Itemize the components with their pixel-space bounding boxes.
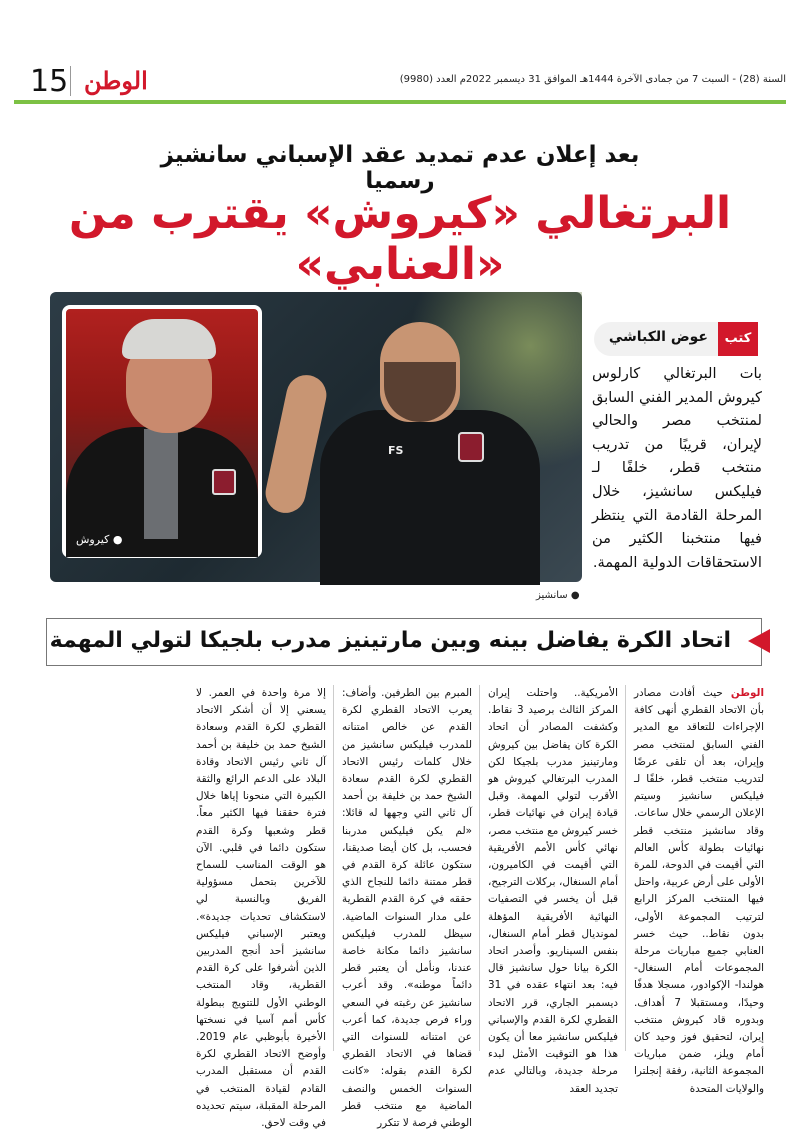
lead-paragraph: بات البرتغالي كارلوس كيروش المدير الفني السابق لمنتخب مصر والحالي لإيران، قريبًا من تدريب منتخب قطر، خلفًا لـ فيليكس سانشيز، خلال المرحلة القادمة التي ينتظر فيها منتخبنا الكثير من الاستحقاقات الدولية المهمة. [592,365,762,571]
body-column-1: الوطن حيث أفادت مصادر بأن الاتحاد القطري أنهى كافة الإجراءات للتعاقد مع المدير الفني السابق لمنتخب مصر وإيران، بعد أن تلقى عرضًا لتدريب منتخب قطر، خلفًا لـ فيليكس سانشيز وسيتم الإعلان الرسمي خلال ساعات. وقاد سانشيز منتخب قطر نهائيات بطولة كأس العالم التي أقيمت في الدوحة، للمرة الأولى على أرض عربية، واحتل فيها المنتخب المركز الرابع لترتيب المجموعة الأولى، بدون نقاط.. حيث خسر العنابي جميع مباريات مرحلة المجموعات أمام السنغال- هولندا- الإكوادور، مسجلا هدفًا وحيدًا، ومستقبلا 7 أهداف. وبدوره قاد كيروش منتخب إيران، لتحقيق فوز وحيد كان أمام ويلز، ضمن مباريات المجموعة الثانية، رفقة إنجلترا والولايات المتحدة [634,687,765,1095]
body-column-4: إلا مرة واحدة في العمر. لا يسعني إلا أن أشكر الاتحاد القطري لكرة القدم وسعادة الشيخ حمد بن خليفة بن أحمد آل ثاني رئيس الاتحاد وقادة البلاد على الدعم الرائع والثقة الكبيرة التي منحونا إياها خلال فترة حققنا فيها الكثير معاً. قطر وشعبها وكرة القدم ستكون دائما في قلبي. الآن هو الوقت المناسب للسماح للآخرين بتحمل مسؤولية الفريق وبالنسبة لي لاستكشاف تحديات جديدة». ويعتبر الإسباني فيليكس سانشيز أحد أنجح المدربين الذين أشرفوا على كرة القدم القطرية، وقاد المنتخب الوطني الأول للتتويج ببطولة كأس أمم آسيا في نسختها الأخيرة بأبوظبي عام 2019. وأوضح الاتحاد القطري لكرة القدم أن مستقبل المدرب القادم لقيادة المنتخب في المرحلة المقبلة، سيتم تحديده في وقت لاحق. [196,687,326,1130]
main-photo-caption: ● سانشيز [536,590,580,601]
author-byline [594,322,758,356]
column-rule [479,685,480,1051]
inset-coach-hair [122,319,216,359]
coach-body [320,410,540,585]
column-rule [333,685,334,1051]
issue-info: السنة (28) - السبت 7 من جمادى الآخرة 1444هـ الموافق 31 ديسمبر 2022م العدد (9980) [399,74,786,85]
inset-photo [62,305,262,558]
author-tag: كتب [718,322,758,356]
article-body [50,685,765,1130]
main-headline: البرتغالي «كيروش» يقترب من «العنابي» [68,188,732,290]
column-rule [625,685,626,1051]
author-name: عوض الكباشي [608,329,708,345]
subheadline-box [46,618,762,666]
body-column-3: المبرم بين الطرفين. وأضاف: يعرب الاتحاد القطري لكرة القدم عن خالص امتنانه للمدرب فيليكس سانشيز من خلال كلمات رئيس الاتحاد القطري لكرة القدم سعادة الشيخ حمد بن خليفة بن أحمد آل ثاني التي وجهها له قائلا: «لم يكن فيليكس مدربنا فحسب، بل كان أيضا صديقنا، ستكون عائلة كرة القدم في قطر ممتنة دائما للنجاح الذي حققه في كرة القدم القطرية على مدار السنوات الماضية. سيظل للمدرب فيليكس سانشيز دائما مكانة خاصة عندنا، ونأمل أن يعتبر قطر دائماً موطنه». وقد أعرب سانشيز عن رغبته في السعي وراء فرص جديدة، كما أعرب عن امتنانه للسنوات التي قضاها في الاتحاد القطري لكرة القدم بقوله: «كانت السنوات الخمس والنصف الماضية مع منتخب قطر الوطني فرصة لا تتكرر [342,687,472,1130]
kicker-headline: بعد إعلان عدم تمديد عقد الإسباني سانشيز رسميا [160,142,640,194]
body-column-2: الأمريكية.. واحتلت إيران المركز الثالث برصيد 3 نقاط. وكشفت المصادر أن اتحاد الكرة كان يفاضل بين كيروش ومارتينيز مدرب بلجيكا لكن المدرب البرتغالي كيروش هو الأقرب لتولي المهمة. وقبل قيادة إيران في نهائيات قطر، خسر كيروش مع منتخب مصر، نهائي كأس الأمم الأفريقية التي أقيمت في الكاميرون، أمام السنغال، بركلات الترجيح، قبل أن يخسر في التصفيات النهائية الأفريقية المؤهلة لمونديال قطر أمام السنغال، بنفس السيناريو. وأصدر اتحاد الكرة بيانا حول سانشيز قال فيه: بعد انتهاء عقده في 31 ديسمبر الجاري، قرر الاتحاد القطري لكرة القدم والإسباني فيليكس سانشيز معا أن يكون هذا هو التوقيت الأمثل لبدء مرحلة جديدة، وبالتالي عدم تجديد العقد [488,687,618,1095]
qatar-crest-icon [458,432,484,462]
initials-print: FS [388,444,404,457]
arrow-marker-icon [748,629,770,653]
masthead-divider [70,66,71,96]
newspaper-logo: الوطن [84,66,148,95]
masthead [14,62,786,102]
masthead-rule [14,100,786,104]
inset-scarf [144,429,178,539]
subheadline: اتحاد الكرة يفاضل بينه وبين مارتينيز مدرب بلجيكا لتولي المهمة [49,628,731,653]
iran-crest-icon [212,469,236,495]
inset-caption: ● كيروش [76,533,123,546]
source-logo: الوطن [730,687,765,699]
page-number: 15 [30,64,69,99]
